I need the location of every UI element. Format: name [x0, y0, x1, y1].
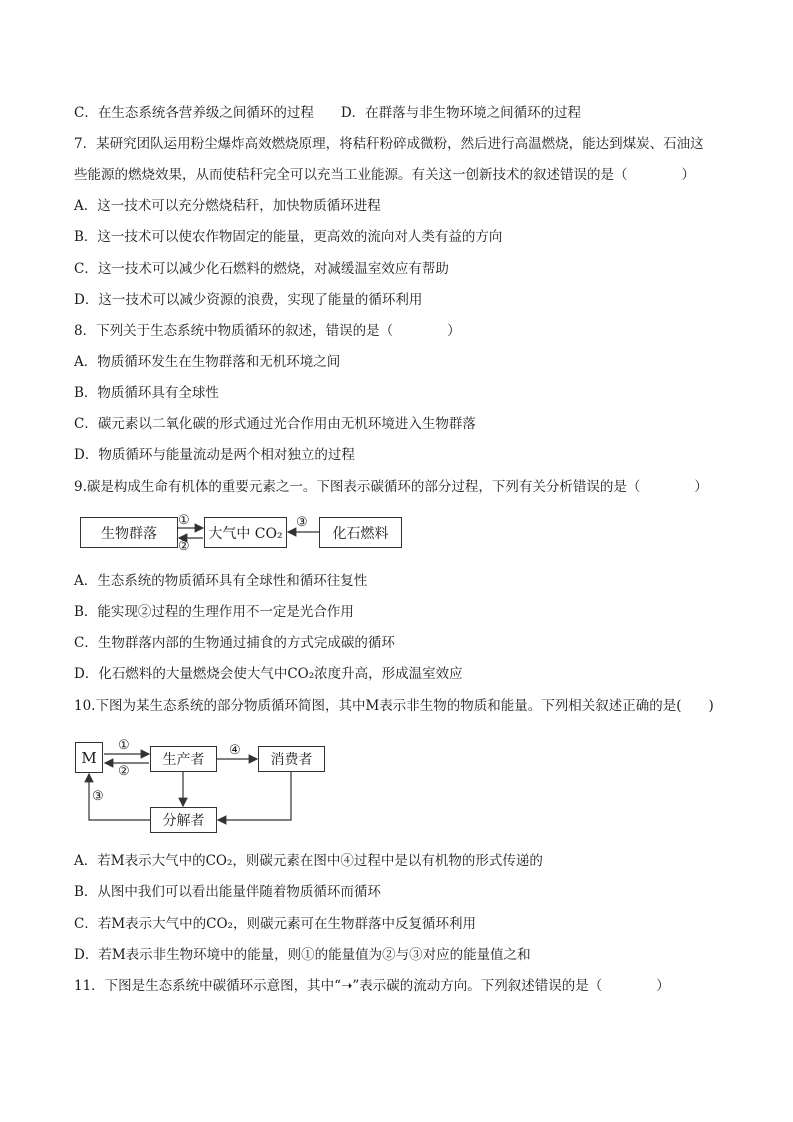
q9-label-2: ② [178, 539, 190, 554]
q10-stem: 10.下图为某生态系统的部分物质循环简图，其中M表示非生物的物质和能量。下列相关叙述正确的是( ) [74, 698, 714, 714]
q10-label-3: ③ [92, 789, 104, 804]
q7-option-a: A．这一技术可以充分燃烧秸秆，加快物质循环进程 [74, 198, 381, 214]
q7-option-d: D．这一技术可以减少资源的浪费，实现了能量的循环利用 [74, 292, 423, 308]
q8-option-b: B．物质循环具有全球性 [74, 385, 219, 401]
q9-box-atmospheric-co2: 大气中 CO₂ [204, 517, 287, 548]
q10-label-1: ① [118, 738, 130, 753]
q7-stem-line1: 7．某研究团队运用粉尘爆炸高效燃烧原理，将秸秆粉碎成微粉，然后进行高温燃烧，能达到煤炭、石油这 [74, 136, 704, 152]
q9-box-biotic-community: 生物群落 [80, 517, 178, 548]
q9-option-d: D．化石燃料的大量燃烧会使大气中CO₂浓度升高，形成温室效应 [74, 666, 463, 682]
q7-stem-line2: 些能源的燃烧效果，从而使秸秆完全可以充当工业能源。有关这一创新技术的叙述错误的是（ ） [74, 167, 695, 183]
q8-option-d: D．物质循环与能量流动是两个相对独立的过程 [74, 447, 355, 463]
q10-option-d: D．若M表示非生物环境中的能量，则①的能量值为②与③对应的能量值之和 [74, 947, 531, 963]
q7-option-b: B．这一技术可以使农作物固定的能量，更高效的流向对人类有益的方向 [74, 229, 503, 245]
q10-option-b: B．从图中我们可以看出能量伴随着物质循环而循环 [74, 884, 381, 900]
q10-label-4: ④ [229, 743, 241, 758]
q10-box-decomposer: 分解者 [150, 807, 217, 833]
q9-option-c: C．生物群落内部的生物通过捕食的方式完成碳的循环 [74, 635, 395, 651]
q9-stem: 9.碳是构成生命有机体的重要元素之一。下图表示碳循环的部分过程，下列有关分析错误的是（ ） [74, 479, 708, 495]
q9-option-b: B．能实现②过程的生理作用不一定是光合作用 [74, 604, 354, 620]
q9-label-1: ① [178, 513, 190, 528]
q10-option-c: C．若M表示大气中的CO₂，则碳元素可在生物群落中反复循环利用 [74, 916, 476, 932]
q11-stem: 11．下图是生态系统中碳循环示意图，其中“➝”表示碳的流动方向。下列叙述错误的是（ ） [74, 978, 670, 994]
q9-option-a: A．生态系统的物质循环具有全球性和循环往复性 [74, 573, 368, 589]
q10-arrow-consumer-decomposer [218, 772, 291, 820]
q10-option-a: A．若M表示大气中的CO₂，则碳元素在图中④过程中是以有机物的形式传递的 [74, 853, 543, 869]
q7-option-c: C．这一技术可以减少化石燃料的燃烧，对减缓温室效应有帮助 [74, 261, 449, 277]
q8-stem: 8．下列关于生态系统中物质循环的叙述，错误的是（ ） [74, 323, 461, 339]
q10-box-m: M [75, 742, 103, 773]
q8-option-a: A．物质循环发生在生物群落和无机环境之间 [74, 354, 341, 370]
q10-label-2: ② [118, 764, 130, 779]
q8-option-c: C．碳元素以二氧化碳的形式通过光合作用由无机环境进入生物群落 [74, 416, 476, 432]
q9-box-fossil-fuel: 化石燃料 [319, 517, 402, 548]
q10-box-consumer: 消费者 [258, 746, 325, 772]
q6-options-c-d: C．在生态系统各营养级之间循环的过程 D．在群落与非生物环境之间循环的过程 [74, 105, 582, 121]
q10-box-producer: 生产者 [150, 746, 217, 772]
q9-label-3: ③ [296, 515, 308, 530]
